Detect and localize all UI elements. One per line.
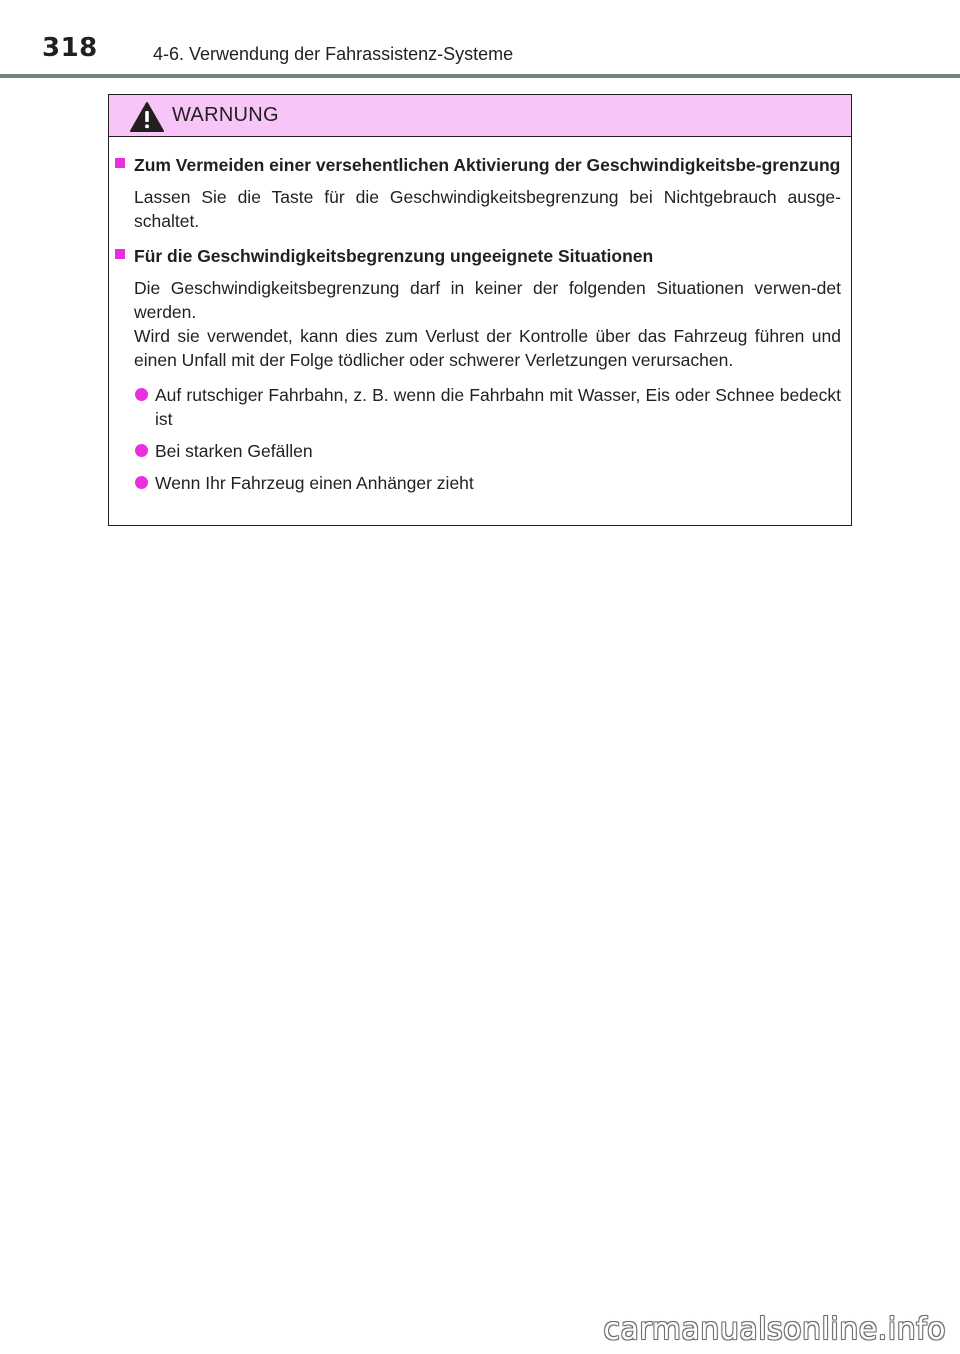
warning-header xyxy=(109,95,851,137)
item-paragraph: Die Geschwindigkeitsbegrenzung darf in keiner der folgenden Situationen verwen-det werden. xyxy=(134,278,841,322)
bullet-item xyxy=(134,439,841,463)
section-title: 4-6. Verwendung der Fahrassistenz-Systeme xyxy=(153,44,514,64)
item-heading: Für die Geschwindigkeitsbegrenzung ungeeignete Situationen xyxy=(134,246,654,266)
warning-body xyxy=(109,137,851,495)
bullet-list xyxy=(134,383,841,495)
bullet-item xyxy=(134,471,841,495)
bullet-text: Wenn Ihr Fahrzeug einen Anhänger zieht xyxy=(155,473,474,493)
item-paragraph: Wird sie verwendet, kann dies zum Verlust der Kontrolle über das Fahrzeug führen und einen Unfall mit der Folge tödlicher oder schwerer Verletzungen verursachen. xyxy=(134,326,841,370)
bullet-text: Bei starken Gefällen xyxy=(155,441,313,461)
watermark: carmanualsonline.info xyxy=(603,1312,946,1347)
warning-triangle-icon xyxy=(129,101,165,133)
square-bullet-icon xyxy=(115,249,125,259)
item-heading: Zum Vermeiden einer versehentlichen Aktivierung der Geschwindigkeitsbe-grenzung xyxy=(134,155,841,175)
warning-item xyxy=(115,244,841,495)
item-paragraph: Lassen Sie die Taste für die Geschwindigkeitsbegrenzung bei Nichtgebrauch ausge-schaltet. xyxy=(134,187,841,231)
circle-bullet-icon xyxy=(135,476,148,489)
circle-bullet-icon xyxy=(135,388,148,401)
page-number: 318 xyxy=(42,33,98,63)
bullet-text: Auf rutschiger Fahrbahn, z. B. wenn die Fahrbahn mit Wasser, Eis oder Schnee bedeckt ist xyxy=(155,385,841,429)
warning-box xyxy=(108,94,852,526)
circle-bullet-icon xyxy=(135,444,148,457)
warning-title: WARNUNG xyxy=(172,104,279,126)
warning-item xyxy=(115,153,841,233)
bullet-item xyxy=(134,383,841,431)
square-bullet-icon xyxy=(115,158,125,168)
header-divider xyxy=(0,74,960,78)
